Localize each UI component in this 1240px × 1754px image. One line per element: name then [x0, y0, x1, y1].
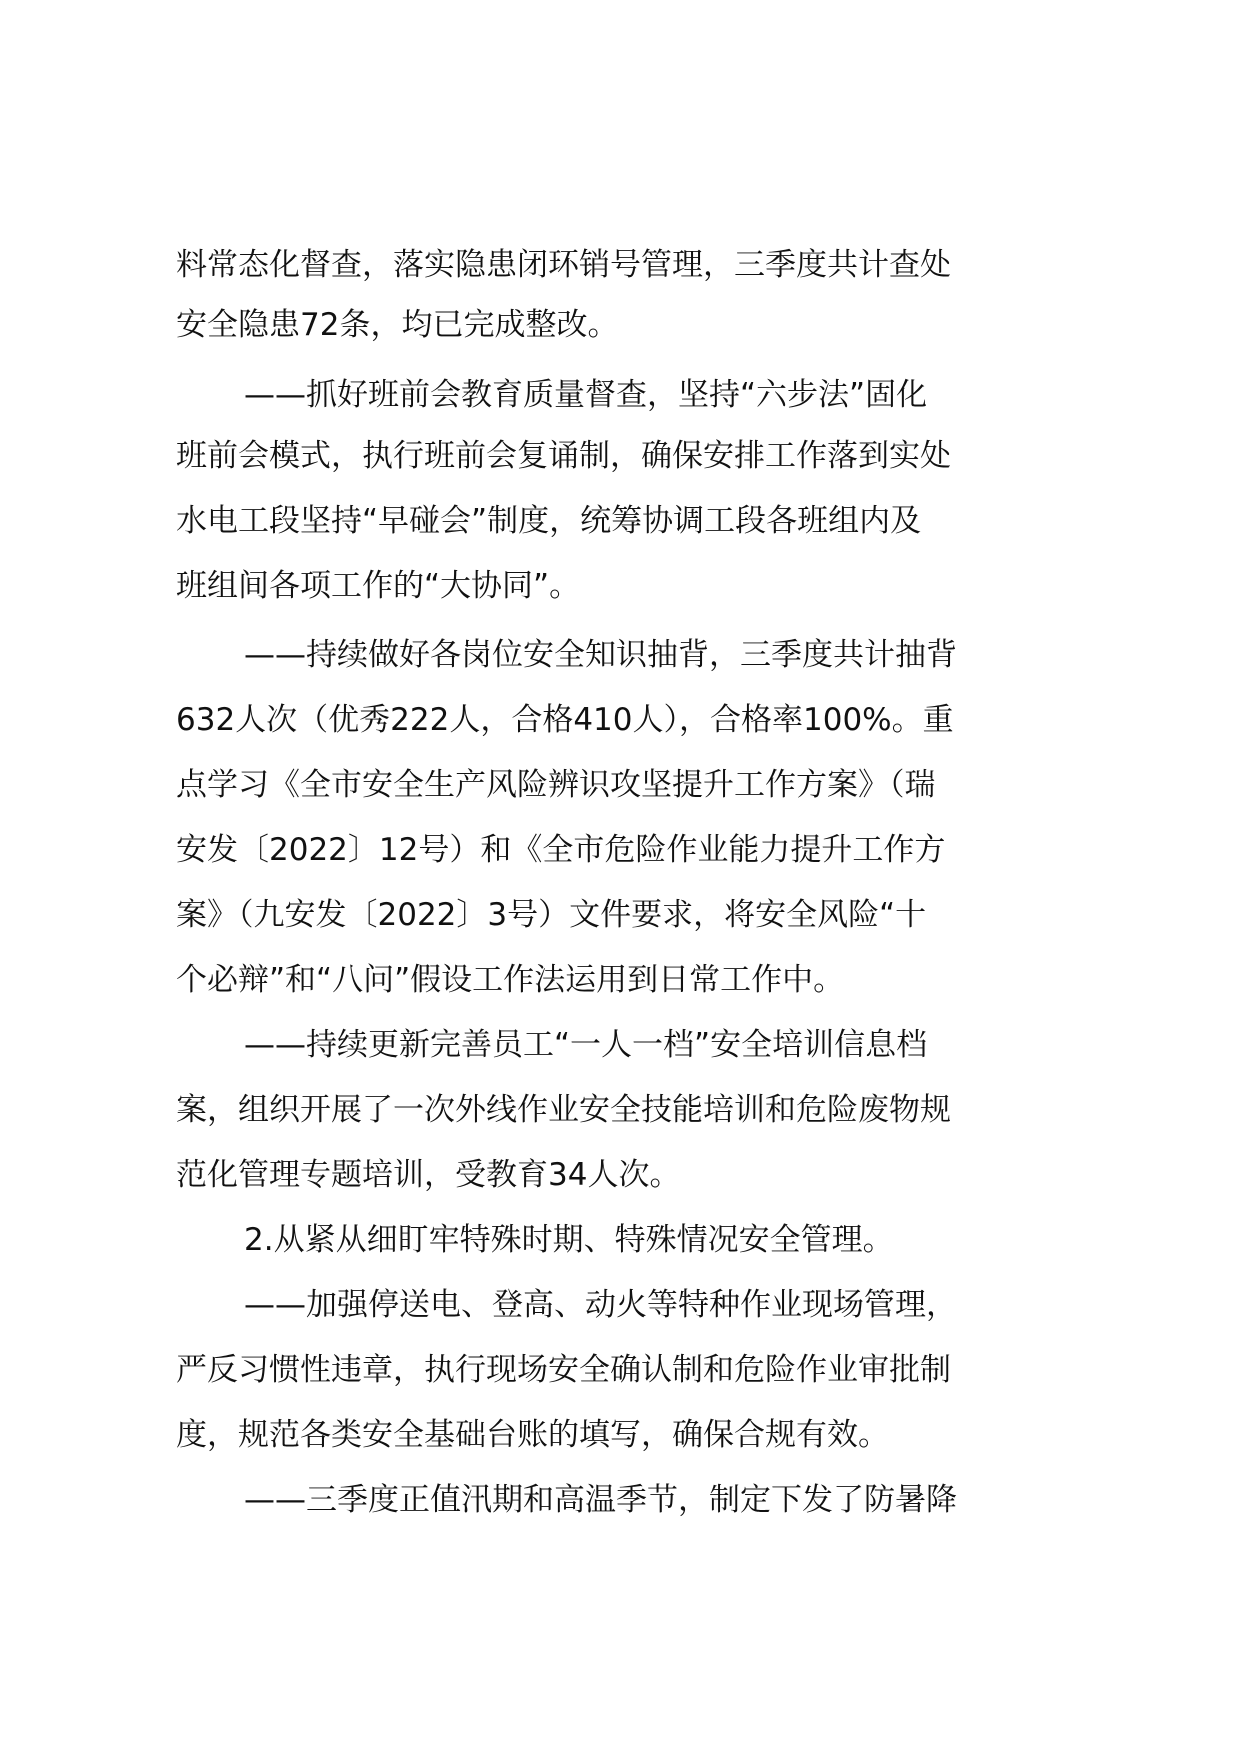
text-line: 点学习《全市安全生产风险辨识攻坚提升工作方案》（瑞: [176, 767, 936, 803]
text-line: 案》（九安发〔2022〕3号）文件要求，将安全风险“十: [176, 897, 927, 933]
text-line: 水电工段坚持“早碰会”制度，统筹协调工段各班组内及: [176, 503, 922, 539]
section-heading: 2.从紧从细盯牢特殊时期、特殊情况安全管理。: [244, 1222, 894, 1258]
paragraph-start-line: ——持续做好各岗位安全知识抽背，三季度共计抽背: [244, 637, 957, 673]
paragraph-start-line: ——持续更新完善员工“一人一档”安全培训信息档: [244, 1027, 928, 1063]
paragraph-start-line: ——加强停送电、登高、动火等特种作业现场管理，: [244, 1287, 957, 1323]
text-line: 范化管理专题培训，受教育34人次。: [176, 1157, 681, 1193]
text-line: 632人次（优秀222人，合格410人），合格率100%。重: [176, 702, 954, 738]
paragraph-start-line: ——三季度正值汛期和高温季节，制定下发了防暑降: [244, 1482, 957, 1518]
text-line: 安全隐患72条，均已完成整改。: [176, 307, 619, 343]
text-line: 度，规范各类安全基础台账的填写，确保合规有效。: [176, 1417, 889, 1453]
text-line: 案，组织开展了一次外线作业安全技能培训和危险废物规: [176, 1092, 951, 1128]
text-line: 料常态化督查，落实隐患闭环销号管理，三季度共计查处: [176, 247, 951, 283]
text-line: 班前会模式，执行班前会复诵制，确保安排工作落到实处: [176, 438, 951, 474]
text-line: 班组间各项工作的“大协同”。: [176, 568, 581, 604]
paragraph-start-line: ——抓好班前会教育质量督查，坚持“六步法”固化: [244, 377, 928, 413]
text-line: 安发〔2022〕12号）和《全市危险作业能力提升工作方: [176, 832, 946, 868]
text-line: 严反习惯性违章，执行现场安全确认制和危险作业审批制: [176, 1352, 951, 1388]
text-line: 个必辩”和“八问”假设工作法运用到日常工作中。: [176, 962, 845, 998]
